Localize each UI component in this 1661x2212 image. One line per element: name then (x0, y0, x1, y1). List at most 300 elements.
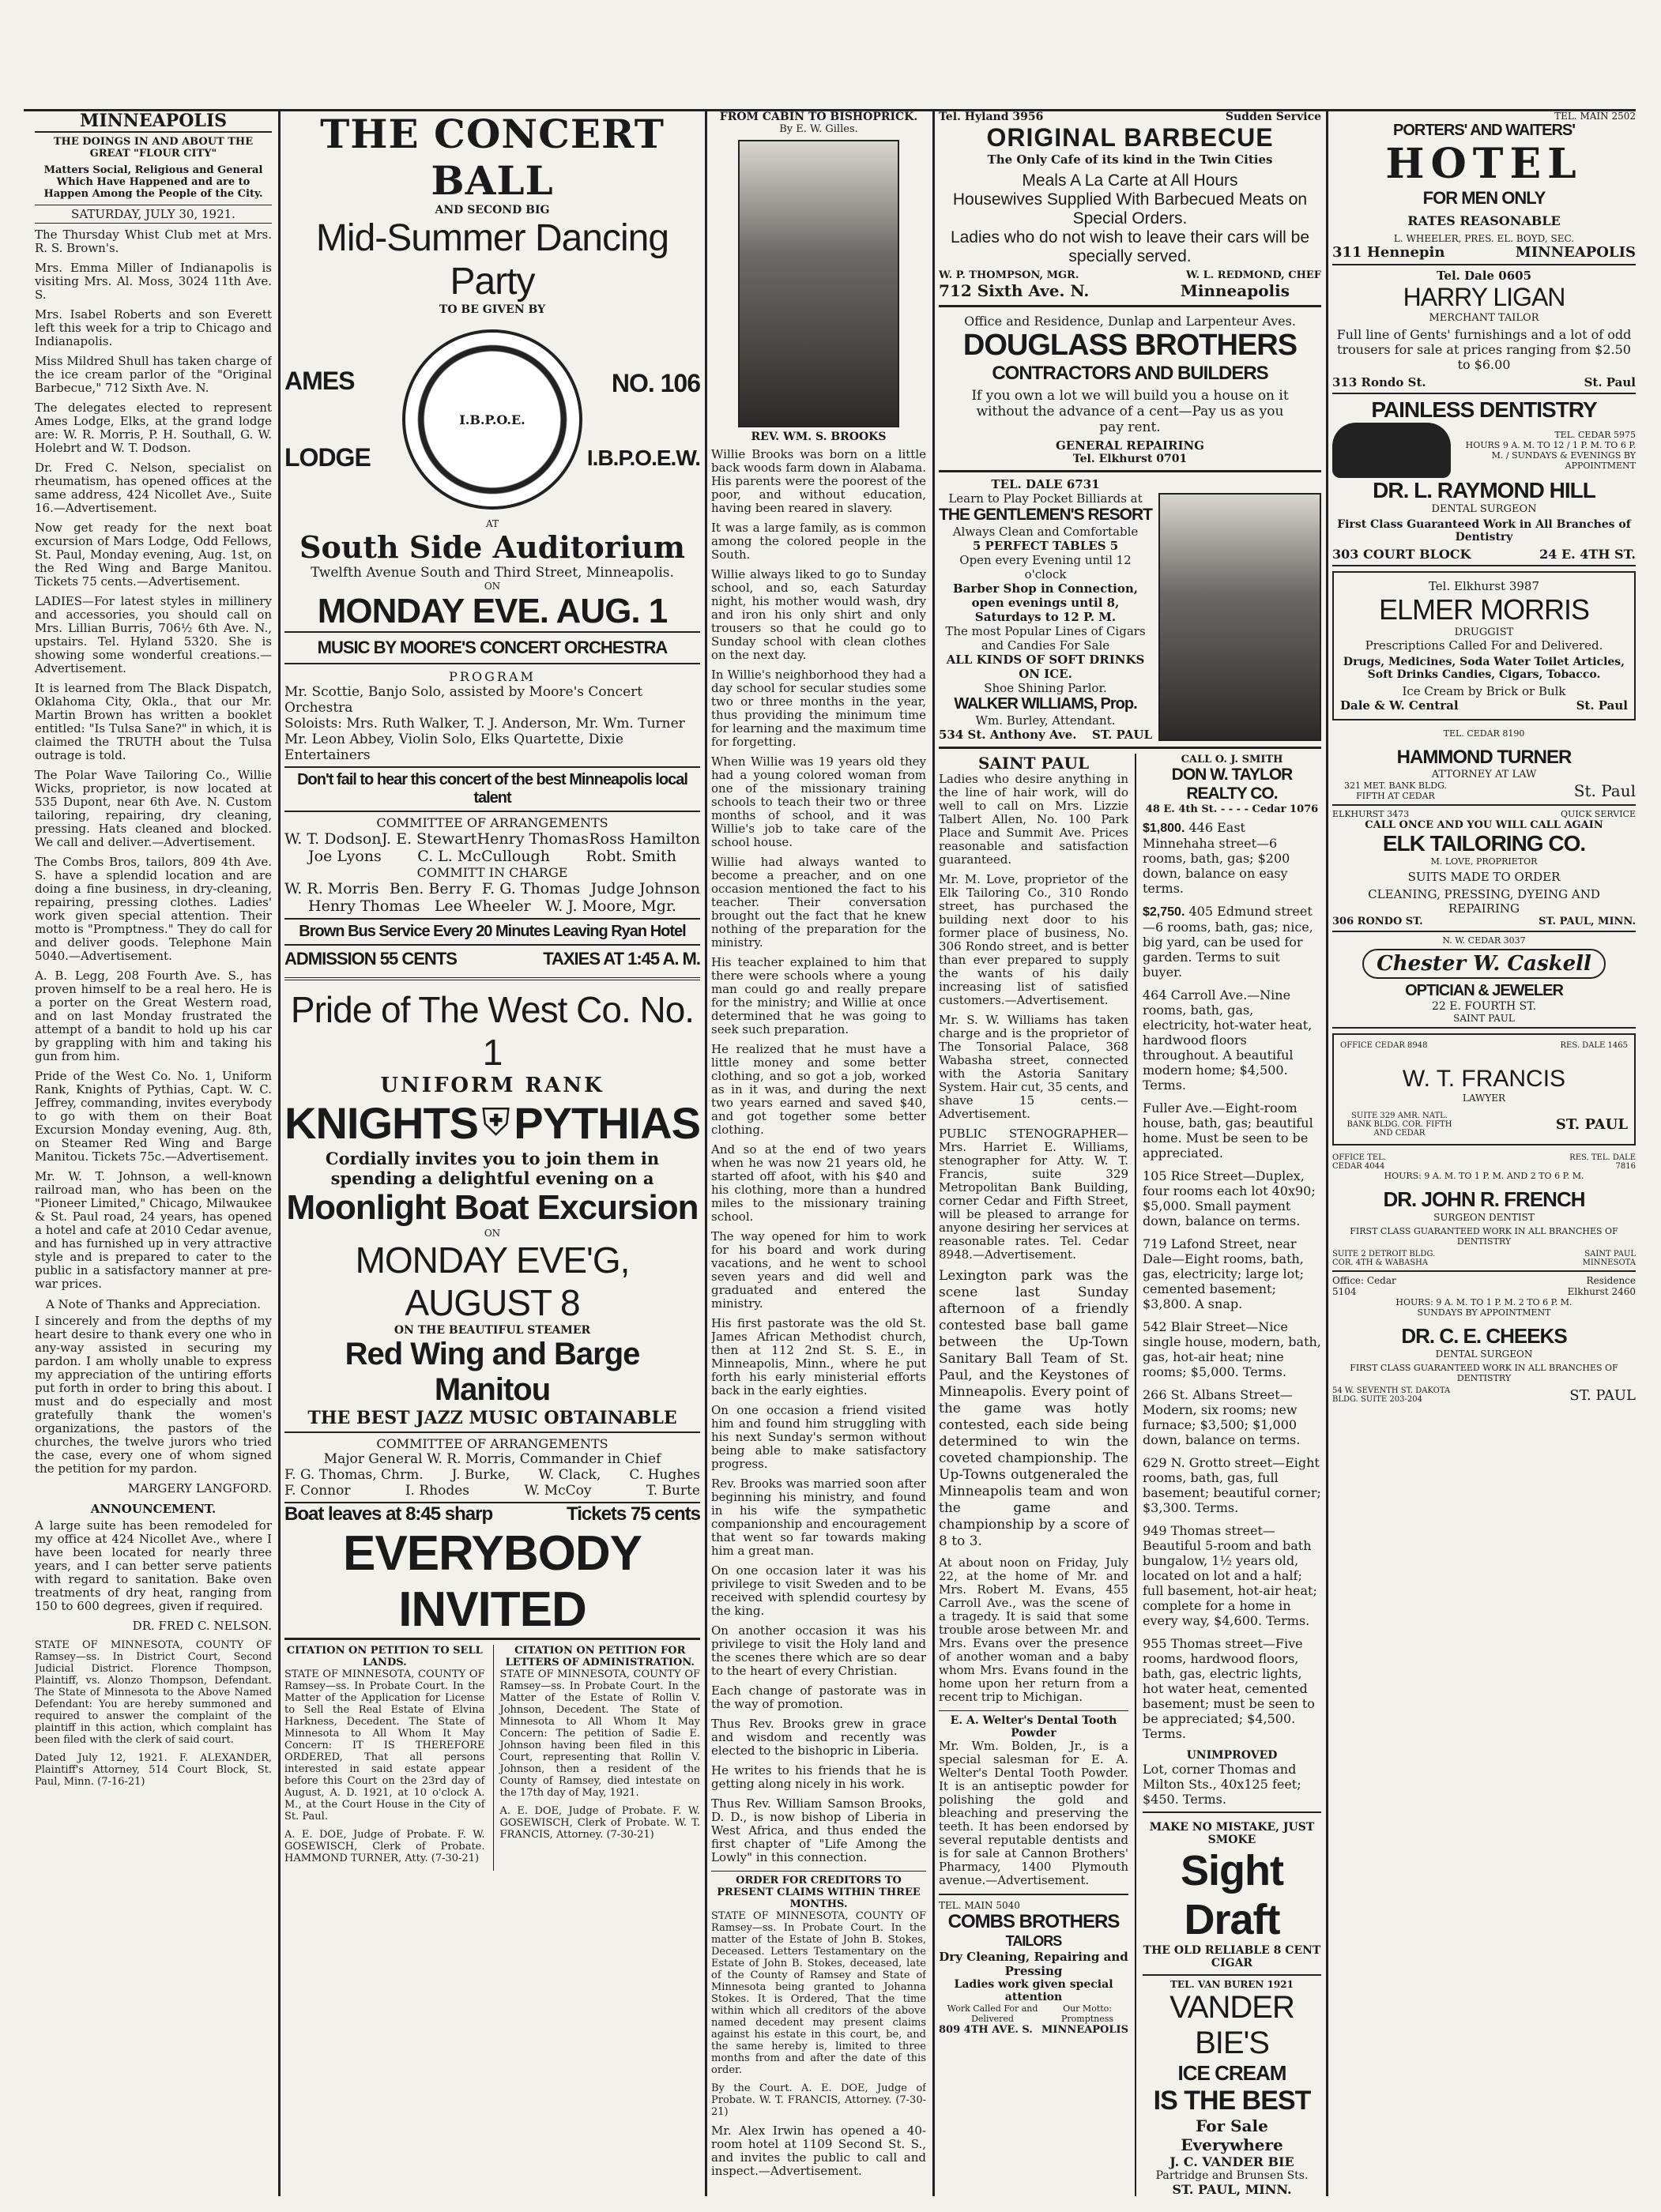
ligan-tel: Tel. Dale 0605 (1436, 269, 1532, 283)
portrait-caption: REV. WM. S. BROOKS (751, 431, 887, 443)
stpaul-item: Mr. S. W. Williams has taken charge and is the proprietor of The Tonsorial Palace, 368 Wabasha street, connected with the Astoria Sanitary System. Hair cut, 35 cents, and shave 15 cents.—Advertisement. (939, 1013, 1128, 1121)
news-item: Pride of the West Co. No. 1, Uniform Rank, Knights of Pythias, Capt. W. C. Jeffrey, commanding, invites everybody to go with them on their Boat Excursion Monday evening, Aug. 8th, on Steamer Red Wing and Barge Manitou. Tickets 75c.—Advertisement. (35, 1069, 272, 1164)
story-para: Thus Rev. William Samson Brooks, D. D., is now bishop of Liberia in West Africa, and thus ended the first chapter of "Life Among the Lowly" in this connection. (711, 1796, 926, 1864)
hill-addr: 303 COURT BLOCK (1332, 547, 1471, 562)
story-para: His first pastorate was the old St. James African Methodist church, then at 112 2nd St. S. E., in Minneapolis, Minn., where he put forth his early ministerial efforts back in the early eighties. (711, 1316, 926, 1398)
douglass-sub: CONTRACTORS AND BUILDERS (992, 363, 1268, 384)
francis-city: ST. PAUL (1555, 1116, 1628, 1133)
caskell-addr: 22 E. FOURTH ST. (1432, 1000, 1536, 1013)
charge-member: W. J. Moore, Mgr. (545, 897, 676, 915)
vanderbie-city: ST. PAUL, MINN. (1172, 2182, 1292, 2196)
sightdraft-ad (1143, 1821, 1321, 1976)
hotel-props: L. WHEELER, PRES. EL. BOYD, SEC. (1393, 233, 1575, 244)
barbecue-title: ORIGINAL BARBECUE (986, 123, 1274, 152)
listing-text: 405 Edmund street—6 rooms, bath, gas; nice, big yard, can be used for garden. Terms to suit buyer. (1143, 904, 1313, 980)
concert-party: Mid-Summer Dancing Party (315, 217, 669, 303)
cheeks-hours: HOURS: 9 A. M. TO 1 P. M. 2 TO 6 P. M. (1395, 1297, 1572, 1307)
news-item: LADIES—For latest styles in millinery and accessories, you should call on Mrs. Lillian Burris, 706½ 6th Ave. N., upstairs. Tel. Hyland 5320. She is showing some wonderful creations.—Advertisement. (35, 594, 272, 675)
story-para: Willie had always wanted to become a preacher, and on one occasion mentioned the fact to his teacher. Their conversation brought out the fact that he knew nothing of the preparation for the ministry. (711, 855, 926, 950)
news-item: Mrs. Emma Miller of Indianapolis is visiting Mrs. Al. Moss, 3024 11th Ave. S. (35, 261, 272, 302)
listing: 464 Carroll Ave.—Nine rooms, bath, gas, electricity, hot-water heat, hardwood floors throughout. A beautiful modern home; $4,500. Terms. (1143, 988, 1313, 1093)
story-para: Willie always liked to go to Sunday school, and so, each Saturday night, his mother would wash, dry and iron his only shirt and only trousers so that he could go to Sunday school with clean clothes on the next day. (711, 567, 926, 662)
vanderbie-addr: Partridge and Brunsen Sts. (1155, 2169, 1309, 2182)
listing: 105 Rice Street—Duplex, four rooms each lot 40x90; $5,000. Small payment down, balance on terms. (1143, 1168, 1316, 1228)
ligan-ad (1332, 265, 1636, 394)
shield-icon: ⛨ (481, 1100, 510, 1145)
douglass-text: If you own a lot we will build you a house on it without the advance of a cent—Pay us as you pay rent. (971, 388, 1289, 435)
news-item: A. B. Legg, 208 Fourth Ave. S., has proven himself to be a real hero. He is a porter on the Great Western road, and on last Monday frustrated the attempt of a bandit to hold up his car by grappling with him and taking his gun from him. (35, 969, 272, 1063)
ligan-addr: 313 Rondo St. (1332, 375, 1426, 389)
sightdraft-name: Sight Draft (1181, 1847, 1283, 1943)
barbecue-chef: W. L. REDMOND, CHEF (1185, 269, 1321, 281)
story-para: On one occasion a friend visited him and found him struggling with his next Sunday's sermon without being able to make satisfactory progress. (711, 1403, 926, 1471)
everybody-invited: EVERYBODY INVITED (284, 1525, 700, 1640)
resort-learn: Learn to Play Pocket Billiards at (948, 491, 1143, 506)
committee-member: J. Burke, (451, 1467, 510, 1483)
hotel-addr: 311 Hennepin (1332, 244, 1445, 261)
cheeks-ad (1332, 1272, 1636, 1407)
order-text: STATE OF MINNESOTA, COUNTY OF Ramsey—ss. In Probate Court. In the matter of the Estate of John B. Stokes, Deceased. Letters Testamentary on the Estate of John B. Stokes, deceased, late of the County of Ramsey and State of Minnesota being granted to Johanna Stokes. It is Ordered, That the time within which all creditors of the above named decedent may present claims against his estate in this court, be, and the same hereby is, limited to three months from and after the date of this order. (711, 1910, 926, 2076)
elk-tel: ELKHURST 3473 (1332, 809, 1410, 819)
resort-drinks: ALL KINDS OF SOFT DRINKS ON ICE. (946, 653, 1145, 681)
francis-ad (1332, 1033, 1636, 1146)
committee-member: C. L. McCullough (417, 848, 550, 865)
caskell-sub: OPTICIAN & JEWELER (1405, 982, 1563, 999)
stpaul-news (939, 754, 1128, 2196)
hill-ad (1332, 394, 1636, 566)
resort-clean: Always Clean and Comfortable (952, 525, 1139, 539)
citation (284, 1645, 485, 1871)
stpaul-item: Ladies who desire anything in the line of hair work, will do well to call on Mrs. Lizzie Talbert Allen, No. 100 Park Place and Summit Ave. Prices reasonable and satisfaction guaranteed. (939, 772, 1128, 867)
sightdraft-sub: THE OLD RELIABLE 8 CENT CIGAR (1143, 1944, 1321, 1969)
vanderbie-name: VANDER BIE'S (1169, 1990, 1294, 2060)
french-sub: SURGEON DENTIST (1433, 1212, 1535, 1223)
citation-text: STATE OF MINNESOTA, COUNTY OF Ramsey—ss. In Probate Court. In the Matter of the Application for License to Sell the Real Estate of Elvina Harkness, Decedent. The State of Minnesota to All Whom It May Concern: IT IS THEREFORE ORDERED, That all persons interested in said estate appear before this Court on the 23rd day of August, A. D. 1921, at 10 o'clock A. M., at the Court House in the City of St. Paul. (284, 1668, 485, 1823)
concert-venue: South Side Auditorium (299, 529, 685, 565)
concert-and: AND SECOND BIG (435, 204, 550, 216)
dont-fail: Don't fail to hear this concert of the best Minneapolis local talent (284, 771, 700, 812)
resort-shine: Shoe Shining Parlor. (984, 681, 1107, 695)
pythias-boat: Red Wing and Barge Manitou (345, 1337, 640, 1407)
barbecue-mgr: W. P. THOMPSON, MGR. (939, 269, 1079, 281)
story-para: In Willie's neighborhood they had a day school for secular studies some two or three months in the year, thus providing the minimum time for learning and the maximum time for forgetting. (711, 668, 926, 749)
barbecue-topline (939, 111, 1321, 123)
morris-addr: Dale & W. Central (1340, 698, 1459, 713)
program-title: PROGRAM (449, 669, 536, 684)
combs-ladies: Ladies work given special attention (954, 1978, 1113, 2003)
brooks-column (711, 111, 926, 2196)
resort-owner: WALKER WILLIAMS, Prop. (954, 695, 1137, 713)
vanderbie-sale: For Sale Everywhere (1181, 2116, 1283, 2154)
morris-ice: Ice Cream by Brick or Bulk (1402, 684, 1566, 698)
news-item: The delegates elected to represent Ames Lodge, Elks, at the grand lodge are: W. R. Morris, P. H. Southall, G. W. Holebrt and W. T. Dodson. (35, 401, 272, 455)
knights-row (284, 1097, 700, 1149)
pythias-invites: Cordially invites you to join them in spending a delightful evening on a (325, 1149, 660, 1188)
committee-member: J. E. Stewart (381, 830, 477, 848)
pythias-steamer: ON THE BEAUTIFUL STEAMER (394, 1324, 591, 1337)
vanderbie-ad (1143, 1976, 1321, 2196)
hill-text: First Class Guaranteed Work in All Branches of Dentistry (1337, 518, 1631, 544)
story-para: Thus Rev. Brooks grew in grace and wisdom and recently was elected to the bishopric in Liberia. (711, 1717, 926, 1758)
note-text: I sincerely and from the depths of my heart desire to thank every one who in any-way assisted in securing my pardon. I am wholly unable to express my appreciation of the untiring efforts put forth in order to bring this about. I must and do especially and most gratefully thank the women's organizations, the pastors of the churches, the twelve jurors who tried the case, every one of whom signed the petition for my pardon. (35, 1314, 272, 1476)
francis-name: W. T. FRANCIS (1402, 1066, 1566, 1092)
french-name: DR. JOHN R. FRENCH (1383, 1187, 1585, 1211)
committee-member: C. Hughes (629, 1467, 700, 1483)
barbecue-addr: 712 Sixth Ave. N. (939, 281, 1090, 300)
citation-sign: A. E. DOE, Judge of Probate. F. W. GOSEWISCH, Clerk of Probate. W. T. FRANCIS, Attorney. (7-30-21) (499, 1805, 700, 1841)
elk-name: ELK TAILORING CO. (1382, 831, 1586, 856)
citation-title: CITATION ON PETITION TO SELL LANDS. (286, 1645, 483, 1668)
citations-row (284, 1645, 700, 1871)
sightdraft-smoke: MAKE NO MISTAKE, JUST SMOKE (1149, 1821, 1315, 1846)
pythias-jazz: THE BEST JAZZ MUSIC OBTAINABLE (284, 1408, 700, 1433)
taylor-call: CALL O. J. SMITH (1181, 754, 1283, 766)
stpaul-item: At about noon on Friday, July 22, at the home of Mr. and Mrs. Robert M. Evans, 455 Carroll Ave., was the scene of a tragedy. It is said that some trouble arose between Mr. and Mrs. Evans over the presence of another woman and a baby whom Mrs. Evans found in the home upon her return from a recent trip to Michigan. (939, 1556, 1128, 1704)
caskell-tel: N. W. CEDAR 3037 (1442, 935, 1526, 946)
news-item: Dr. Fred C. Nelson, specialist on rheumatism, has opened offices at the same address, 424 Nicollet Ave., Suite 16.—Advertisement. (35, 461, 272, 515)
news-item: The Combs Bros, tailors, 809 4th Ave. S. have a splendid location and are doing a fine business, in dry-cleaning, repairing, pressing clothes. Ladies' work given special attention. Their motto is "Promptness." They do call for and deliver goods. Telephone Main 5040.—Advertisement. (35, 855, 272, 963)
committee-member: F. G. Thomas, Chrm. (284, 1467, 424, 1483)
cheeks-sub: DENTAL SURGEON (1435, 1349, 1533, 1360)
note-title: A Note of Thanks and Appreciation. (45, 1297, 262, 1311)
pythias-on: ON (484, 1228, 501, 1239)
ligan-name: HARRY LIGAN (1403, 283, 1565, 311)
cheeks-office: Office: Cedar 5104 (1332, 1275, 1396, 1297)
pythias-tickets: Tickets 75 cents (566, 1503, 700, 1525)
ligan-city: St. Paul (1584, 375, 1636, 389)
note-signature: MARGERY LANGFORD. (127, 1481, 272, 1495)
elk-addr: 306 RONDO ST. (1332, 916, 1423, 927)
hotel-name: HOTEL (1385, 140, 1583, 188)
lodge-label: LODGE (284, 443, 371, 472)
barbecue-address (939, 281, 1321, 307)
ligan-sub: MERCHANT TAILOR (1429, 312, 1539, 324)
concert-music: MUSIC BY MOORE'S CONCERT ORCHESTRA (284, 638, 700, 664)
committee-member: I. Rhodes (405, 1483, 470, 1499)
combs-call: Work Called For and Delivered (947, 2003, 1038, 2024)
concert-at: AT (485, 518, 499, 529)
listing: 949 Thomas street—Beautiful 5-room and bath bungalow, 1½ years old, located on lot and a half; full basement, hot-air heat; complete for a home in every way, $4,600. Terms. (1143, 1523, 1317, 1628)
french-city: SAINT PAUL MINNESOTA (1582, 1250, 1636, 1267)
city-heading: MINNEAPOLIS (35, 111, 272, 133)
caskell-name: Chester W. Caskell (1362, 949, 1606, 979)
resort-cigars: The most Popular Lines of Cigars and Candies For Sale (945, 624, 1146, 653)
citation-text: STATE OF MINNESOTA, COUNTY OF Ramsey—ss. In Probate Court. In the Matter of the Estate of Rollin V. Johnson, Decedent. The State of Minnesota to All Whom It May Concern: The petition of Sadie E. Johnson having been filed in this Court, representing that Rollin V. Johnson, then a resident of the County of Ramsey, died intestate on the 17th day of May, 1921. (499, 1668, 700, 1799)
story-header: FROM CABIN TO BISHOPRICK. (719, 111, 918, 123)
elks-emblem-icon (402, 329, 582, 510)
charge-member: Lee Wheeler (434, 897, 531, 915)
story-para: His teacher explained to him that there were schools where a young man could go and really prepare for the ministry; and Willie at once determined that he was going to seek such preparation. (711, 955, 926, 1036)
concert-given-by: TO BE GIVEN BY (439, 303, 546, 316)
morris-text: Prescriptions Called For and Delivered. (1365, 638, 1603, 653)
minneapolis-column (35, 111, 272, 2196)
turner-tel: TEL. CEDAR 8190 (1443, 728, 1525, 739)
hotel-rates: RATES REASONABLE (1407, 213, 1561, 228)
story-para: Each change of pastorate was in the way of promotion. (711, 1683, 926, 1711)
charge-member: Judge Johnson (590, 880, 700, 897)
committee-member: W. McCoy (524, 1483, 592, 1499)
listing (1143, 820, 1321, 896)
francis-res: RES. DALE 1465 (1560, 1041, 1628, 1050)
turner-addr: 321 MET. BANK BLDG. FIFTH AT CEDAR (1344, 781, 1447, 801)
francis-addr: SUITE 329 AMR. NATL. BANK BLDG. COR. FIFTH AND CEDAR (1347, 1112, 1452, 1138)
program-line: Soloists: Mrs. Ruth Walker, T. J. Anderson, Mr. Wm. Turner (284, 716, 685, 732)
committee-member: Ross Hamilton (589, 830, 700, 848)
charge-row (284, 880, 700, 897)
news-item: Now get ready for the next boat excursion of Mars Lodge, Odd Fellows, St. Paul, Monday evening, Aug. 1st, on the Red Wing and Barge Manitou. Tickets 75 cents.—Advertisement. (35, 521, 272, 589)
resort-ad (939, 477, 1321, 749)
resort-barber: Barber Shop in Connection, open evenings until 8, Saturdays to 12 P. M. (953, 581, 1138, 624)
elk-city: ST. PAUL, MINN. (1539, 916, 1636, 927)
order-sign: By the Court. A. E. DOE, Judge of Probate. W. T. FRANCIS, Attorney. (7-30-21) (711, 2082, 926, 2118)
combs-addr: 809 4TH AVE. S. (939, 2024, 1033, 2036)
elk-quick: QUICK SERVICE (1561, 809, 1636, 819)
caskell-ad (1332, 932, 1636, 1029)
pythias-committee-row (284, 1483, 700, 1503)
listing-text: 446 East Minnehaha street—6 rooms, bath, gas; $200 down, balance on easy terms. (1143, 820, 1290, 896)
news-item: It is learned from The Black Dispatch, Oklahoma City, Okla., that our Mr. Martin Brown has written a booklet entitled: "Is Tulsa Sane?" in which, it is claimed the TRUTH about the Tulsa outrage is told. (35, 681, 272, 762)
order-title: ORDER FOR CREDITORS TO PRESENT CLAIMS WITHIN THREE MONTHS. (711, 1871, 926, 1910)
listing-price: $1,800. (1143, 822, 1185, 835)
listing: 719 Lafond Street, near Dale—Eight rooms, bath, gas, electricity; large lot; cemented basement; $3,800. A snap. (1143, 1236, 1305, 1311)
news-item: The Polar Wave Tailoring Co., Willie Wicks, proprietor, is now located at 535 Dupont, near 6th Ave. N. Custom tailoring, repairing, dry cleaning, pressing. Hats cleaned and blocked. We call and deliver.—Advertisement. (35, 768, 272, 849)
welter-title: E. A. Welter's Dental Tooth Powder (939, 1710, 1128, 1740)
charge-member: Ben. Berry (389, 880, 472, 897)
bus-service: Brown Bus Service Every 20 Minutes Leaving Ryan Hotel (284, 923, 700, 946)
french-ad (1332, 1150, 1636, 1272)
welter-text: Mr. Wm. Bolden, Jr., is a special salesman for E. A. Welter's Dental Tooth Powder. It is an antiseptic powder for polishing the gold and bleaching and preserving the teeth. It has been endorsed by several reputable dentists and is for sale at Cannon Brothers' Pharmacy, 1400 Plymouth avenue.—Advertisement. (939, 1739, 1128, 1887)
committee-title: COMMITTEE OF ARRANGEMENTS (376, 815, 608, 830)
announcement-text: A large suite has been remodeled for my office at 424 Nicollet Ave., where I have been located for nearly three years, and I can better serve patients with regard to sanitation. Bake oven treatments of dry heat, ranging from 150 to 600 degrees, given if required. (35, 1518, 272, 1613)
combs-services: Dry Cleaning, Repairing and Pressing (939, 1950, 1128, 1978)
lodge-name: AMES (284, 367, 355, 395)
resort-attendant: Wm. Burley, Attendant. (975, 713, 1116, 728)
lodge-order: I.B.P.O.E.W. (586, 445, 700, 470)
knights: KNIGHTS (284, 1098, 478, 1148)
cheeks-city: ST. PAUL (1569, 1386, 1636, 1404)
resort-name: THE GENTLEMEN'S RESORT (939, 506, 1153, 524)
brooks-portrait (738, 140, 899, 427)
story-para: When Willie was 19 years old they had a young colored woman from one of the missionary training schools to teach their two or three months of school, and it was Willie's job to take care of the school house. (711, 754, 926, 849)
barbecue-sub: The Only Cafe of its kind in the Twin Cities (987, 152, 1273, 167)
admission-row (284, 949, 700, 980)
pythias-commander: Major General W. R. Morris, Commander in Chief (323, 1451, 661, 1467)
charge-title: COMMITT IN CHARGE (416, 865, 568, 880)
story-para: On one occasion later it was his privilege to visit Sweden and to be received with splendid courtesy by the king. (711, 1563, 926, 1618)
unimproved: UNIMPROVED (1186, 1749, 1278, 1762)
cheeks-sun: SUNDAYS BY APPOINTMENT (1417, 1307, 1551, 1318)
hotel-pre: PORTERS' AND WAITERS' (1392, 122, 1575, 139)
pythias-boat-row (284, 1503, 700, 1525)
vanderbie-ice: ICE CREAM (1177, 2061, 1286, 2085)
elk-prop: M. LOVE, PROPRIETOR (1430, 856, 1538, 867)
concert-date: MONDAY EVE. AUG. 1 (284, 592, 700, 633)
concert-ads-column (284, 111, 700, 2196)
french-text: FIRST CLASS GUARANTEED WORK IN ALL BRANCHES OF DENTISTRY (1350, 1226, 1618, 1247)
listing: 542 Blair Street—Nice single house, modern, bath, gas, hot-air heat; nine rooms; $5,000. Terms. (1143, 1319, 1321, 1379)
story-para: He writes to his friends that he is getting along nicely in his work. (711, 1763, 926, 1791)
french-tel: OFFICE TEL. CEDAR 4044 (1332, 1153, 1386, 1171)
listing: 266 St. Albans Street—Modern, six rooms; new furnace; $3,500; $1,000 down, balance on terms. (1143, 1387, 1301, 1447)
morris-tel: Tel. Elkhurst 3987 (1428, 579, 1540, 593)
painless: PAINLESS DENTISTRY (1371, 397, 1597, 422)
elk-clean: CLEANING, PRESSING, DYEING AND REPAIRING (1368, 887, 1600, 916)
barbecue-line: Housewives Supplied With Barbecued Meats on Special Orders. (952, 190, 1308, 228)
column-rule (932, 111, 935, 2196)
morris-ad (1332, 571, 1636, 720)
story-para: Willie Brooks was born on a little back woods farm down in Alabama. His parents were the poorest of the poor, and without education, having been reared in slavery. (711, 447, 926, 515)
listing (1143, 904, 1321, 980)
lodge-number: NO. 106 (611, 368, 700, 397)
hotel-ad (1332, 111, 1636, 265)
taylor-addr: 48 E. 4th St. - - - - Cedar 1076 (1145, 803, 1319, 815)
issue-date: SATURDAY, JULY 30, 1921. (35, 205, 272, 224)
pythias-committee-title: COMMITTEE OF ARRANGEMENTS (376, 1436, 608, 1451)
news-item: Mrs. Isabel Roberts and son Everett left this week for a trip to Chicago and Indianapolis. (35, 307, 272, 348)
cheeks-res: Residence Elkhurst 2460 (1567, 1275, 1636, 1297)
francis-office: OFFICE CEDAR 8948 (1340, 1041, 1428, 1050)
story-para: Rev. Brooks was married soon after beginning his ministry, and found in his wife the sympathetic companionship and encouragement that went so far towards making him a great man. (711, 1477, 926, 1558)
charge-member: W. R. Morris (284, 880, 379, 897)
story-para: It was a large family, as is common among the colored people in the South. (711, 521, 926, 562)
proprietor-portrait (1158, 493, 1321, 741)
douglass-name: DOUGLASS BROTHERS (962, 329, 1298, 362)
cheeks-name: DR. C. E. CHEEKS (1401, 1324, 1567, 1348)
french-addr: SUITE 2 DETROIT BLDG. COR. 4TH & WABASHA (1332, 1250, 1436, 1267)
stpaul-item: PUBLIC STENOGRAPHER—Mrs. Harriet E. Williams, stenographer for Atty. W. T. Francis, suite 329 Metropolitan Bank Building, corner Cedar and Fifth Street, will be pleased to arrange for anyone desiring her services at reasonable rates. Tel. Cedar 8948.—Advertisement. (939, 1127, 1128, 1262)
business-column (939, 111, 1321, 2196)
elk-ad (1332, 806, 1636, 932)
hill-sub: DENTAL SURGEON (1431, 503, 1537, 515)
citation-title: CITATION ON PETITION FOR LETTERS OF ADMINISTRATION. (505, 1645, 695, 1668)
column-rule (278, 111, 281, 2196)
announcement-signature: DR. FRED C. NELSON. (132, 1619, 272, 1633)
douglass-repair: GENERAL REPAIRING (1055, 438, 1204, 453)
elk-call: CALL ONCE AND YOU WILL CALL AGAIN (1365, 819, 1603, 831)
french-res: RES. TEL. DALE 7816 (1569, 1153, 1636, 1171)
cheeks-text: FIRST CLASS GUARANTEED WORK IN ALL BRANCHES OF DENTISTRY (1350, 1363, 1618, 1383)
charge-member: F. G. Thomas (481, 880, 581, 897)
resort-tel: TEL. DALE 6731 (991, 477, 1100, 491)
turner-city: St. Paul (1573, 781, 1636, 800)
pythias-event: Moonlight Boat Excursion (286, 1188, 699, 1227)
ligan-text: Full line of Gents' furnishings and a lot of odd trousers for sale at prices ranging from $2.50 to $6.00 (1336, 327, 1632, 372)
column-rule (1326, 111, 1328, 2196)
combs-name: COMBS BROTHERS (947, 1911, 1120, 1932)
announcement-title: ANNOUNCEMENT. (90, 1502, 217, 1516)
morris-goods: Drugs, Medicines, Soda Water Toilet Articles, Soft Drinks Candies, Cigars, Tobacco. (1343, 656, 1625, 681)
resort-city: ST. PAUL (1092, 728, 1152, 742)
combs-tel: TEL. MAIN 5040 (939, 1900, 1020, 1911)
committee-row (284, 830, 700, 848)
stpaul-title: SAINT PAUL (977, 754, 1090, 773)
elk-suits: SUITS MADE TO ORDER (1407, 870, 1561, 884)
committee-member: Joe Lyons (308, 848, 382, 865)
section-heading: THE DOINGS IN AND ABOUT THE GREAT "FLOUR CITY" (53, 136, 254, 160)
hill-st: 24 E. 4TH ST. (1539, 547, 1636, 562)
pythias: PYTHIAS (514, 1098, 700, 1148)
cards-column (1332, 111, 1636, 2196)
emblem-text: I.B.P.O.E. (459, 412, 525, 427)
combs-sub: TAILORS (1005, 1933, 1062, 1949)
barbecue-service: Sudden Service (1225, 111, 1321, 123)
douglass-office: Office and Residence, Dunlap and Larpenteur Aves. (964, 314, 1296, 329)
vanderbie-owner: J. C. VANDER BIE (1169, 2154, 1294, 2169)
news-item: The Thursday Whist Club met at Mrs. R. S. Brown's. (35, 228, 272, 255)
citation-sign: A. E. DOE, Judge of Probate. F. W. GOSEWISCH, Clerk of Probate. HAMMOND TURNER, Atty. (7-30-21) (284, 1829, 485, 1864)
legal-notice: STATE OF MINNESOTA, COUNTY OF Ramsey—ss. In District Court, Second Judicial District. Florence Thompson, Plaintiff, vs. Alonzo Thompson, Defendant. The State of Minnesota to the Above Named Defendant: You are hereby summoned and required to answer the complaint of the plaintiff in this action, which complaint has been filed with the clerk of said court. (35, 1639, 272, 1746)
committee-member: Henry Thomas (476, 830, 589, 848)
concert-title: THE CONCERT BALL (320, 111, 665, 204)
hotel-city: MINNEAPOLIS (1515, 244, 1636, 261)
morris-name: ELMER MORRIS (1378, 593, 1590, 626)
committee-member: F. Connor (284, 1483, 351, 1499)
resort-addr: 534 St. Anthony Ave. (939, 728, 1077, 742)
story-para: And so at the end of two years when he was now 21 years old, he started off afoot, with his $40 and his clothing, more than a hundred miles to the missionary training school. (711, 1142, 926, 1224)
listing: Fuller Ave.—Eight-room house, bath, gas; beautiful home. Must be seen to be appreciated. (1143, 1100, 1313, 1161)
column-rule (705, 111, 707, 2196)
douglass-tel: Tel. Elkhurst 0701 (939, 453, 1321, 472)
charge-row (284, 897, 700, 920)
lower-business-row (939, 754, 1321, 2196)
story-byline: By E. W. Gilles. (779, 123, 858, 135)
story-para: On another occasion it was his privilege to visit the Holy land and the scenes there which are so dear to the heart of every Christian. (711, 1623, 926, 1678)
news-item: Miss Mildred Shull has taken charge of the ice cream parlor of the "Original Barbecue," 712 Sixth Ave. N. (35, 354, 272, 395)
story-para: He realized that he must have a little money and some better clothing, and so got a job, worked as in it was, and during the next two years earned and saved $40, and got together some better clothing. (711, 1042, 926, 1137)
news-item: Mr. W. T. Johnson, a well-known railroad man, who has been on the "Pioneer Limited," Chicago, Milwaukee & St. Paul road, 24 years, has opened a hotel and cafe at 2010 Cedar avenue, and has furnished up in very attractive style and is prepared to cater to the public in a satisfactory manner at pre-war prices. (35, 1169, 272, 1291)
irwin-notice: Mr. Alex Irwin has opened a 40-room hotel at 1109 Second St. S., and invites the public to call and inspect.—Advertisement. (711, 2124, 926, 2178)
citation (493, 1645, 701, 1871)
concert-on: ON (484, 581, 501, 592)
morris-sub: DRUGGIST (1454, 626, 1514, 638)
charge-member: Henry Thomas (308, 897, 420, 915)
barbecue-city: Minneapolis (1180, 281, 1290, 300)
turner-ad (1332, 725, 1636, 806)
committee-row (284, 848, 700, 865)
concert-address: Twelfth Avenue South and Third Street, Minneapolis. (311, 565, 674, 581)
french-hours: HOURS: 9 A. M. TO 1 P. M. AND 2 TO 6 P. M. (1384, 1171, 1584, 1181)
hill-hours: HOURS 9 A. M. TO 12 / 1 P. M. TO 6 P. M. / SUNDAYS & EVENINGS BY APPOINTMENT (1465, 440, 1636, 471)
pythias-rank: UNIFORM RANK (380, 1074, 605, 1097)
committee-member: W. Clack, (538, 1467, 601, 1483)
tooth-icon (1332, 423, 1451, 478)
elks-emblem-row (284, 321, 700, 518)
combs-ad (939, 1894, 1128, 2036)
pythias-leaves: Boat leaves at 8:45 sharp (284, 1503, 493, 1525)
barbecue-staff (939, 269, 1321, 281)
program-line: Mr. Leon Abbey, Violin Solo, Elks Quartette, Dixie Entertainers (284, 732, 700, 768)
section-subhead: Matters Social, Religious and General Which Have Happened and are to Happen Among the People of the City. (43, 164, 263, 200)
hotel-tel: TEL. MAIN 2502 (1554, 111, 1636, 122)
caskell-city: SAINT PAUL (1453, 1013, 1515, 1024)
barbecue-line: Meals A La Carte at All Hours (1022, 171, 1238, 190)
listing-lot: Lot, corner Thomas and Milton Sts., 40x125 feet; $450. Terms. (1143, 1762, 1321, 1813)
turner-name: HAMMOND TURNER (1396, 747, 1572, 768)
taxies: TAXIES AT 1:45 A. M. (543, 949, 700, 969)
taylor-realty-ad (1135, 754, 1321, 2196)
turner-sub: ATTORNEY AT LAW (1431, 769, 1537, 781)
hill-tel: TEL. CEDAR 5975 (1554, 430, 1636, 440)
combs-motto: Our Motto: Promptness (1061, 2003, 1114, 2024)
pythias-title: Pride of The West Co. No. 1 (290, 989, 695, 1073)
pythias-date: MONDAY EVE'G, AUGUST 8 (355, 1240, 630, 1323)
stpaul-item: Mr. M. Love, proprietor of the Elk Tailoring Co., 310 Rondo street, has purchased the building next door to his former place of business, No. 306 Rondo street, and is better than ever prepared to supply the wants of his daily increasing list of satisfied customers.—Advertisement. (939, 872, 1128, 1007)
hill-name: DR. L. RAYMOND HILL (1373, 478, 1595, 502)
resort-tables: 5 PERFECT TABLES 5 (972, 539, 1119, 553)
barbecue-tel: Tel. Hyland 3956 (939, 111, 1044, 123)
listing-price: $2,750. (1143, 905, 1185, 919)
vanderbie-tel: TEL. VAN BUREN 1921 (1170, 1979, 1294, 1990)
